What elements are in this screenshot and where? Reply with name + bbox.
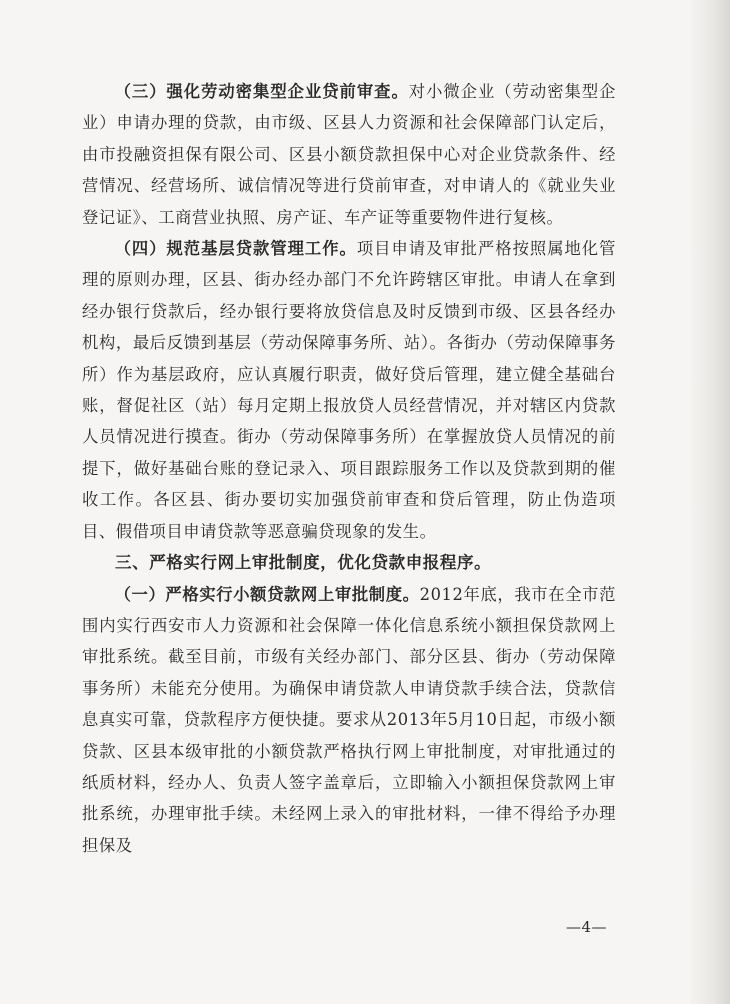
paragraph-grassroots-management <box>82 233 616 547</box>
paragraph-loan-review <box>82 76 616 233</box>
paragraph-lead: （一）严格实行小额贷款网上审批制度。 <box>114 584 420 604</box>
scan-edge <box>690 0 730 1004</box>
section-heading: 三、严格实行网上审批制度，优化贷款申报程序。 <box>115 553 492 573</box>
document-body <box>82 76 616 861</box>
paragraph-text: 2012年底，我市在全市范围内实行西安市人力资源和社会保障一体化信息系统小额担保贷款网上审批系统。截至目前，市级有关经办部门、部分区县、街办（劳动保障事务所）未能充分使用。为确保申请贷款人申请贷款手续合法，贷款信息真实可靠，贷款程序方便快捷。要求从2013年5月10日起，市级小额贷款、区县本级审批的小额贷款严格执行网上审批制度，对审批通过的纸质材料，经办人、负责人签字盖章后，立即输入小额担保贷款网上审批系统，办理审批手续。未经网上录入的审批材料，一律不得给予办理担保及 <box>82 584 616 855</box>
page-number: —4— <box>566 918 608 936</box>
paragraph-online-approval <box>82 579 616 862</box>
paragraph-lead: （四）规范基层贷款管理工作。 <box>114 239 357 259</box>
paragraph-text: 项目申请及审批严格按照属地化管理的原则办理，区县、街办经办部门不允许跨辖区审批。申请人在拿到经办银行贷款后，经办银行要将放贷信息及时反馈到市级、区县各经办机构，最后反馈到基层（劳动保障事务所、站）。各街办（劳动保障事务所）作为基层政府，应认真履行职责，做好贷后管理，建立健全基础台账，督促社区（站）每月定期上报放贷人员经营情况，并对辖区内贷款人员情况进行摸查。街办（劳动保障事务所）在掌握放贷人员情况的前提下，做好基础台账的登记录入、项目跟踪服务工作以及贷款到期的催收工作。各区县、街办要切实加强贷前审查和贷后管理，防止伪造项目、假借项目申请贷款等恶意骗贷现象的发生。 <box>82 239 616 541</box>
paragraph-text: 对小微企业（劳动密集型企业）申请办理的贷款，由市级、区县人力资源和社会保障部门认定后，由市投融资担保有限公司、区县小额贷款担保中心对企业贷款条件、经营情况、经营场所、诚信情况等进行贷前审查，对申请人的《就业失业登记证》、工商营业执照、房产证、车产证等重要物件进行复核。 <box>82 82 617 227</box>
paragraph-lead: （三）强化劳动密集型企业贷前审查。 <box>114 82 409 101</box>
